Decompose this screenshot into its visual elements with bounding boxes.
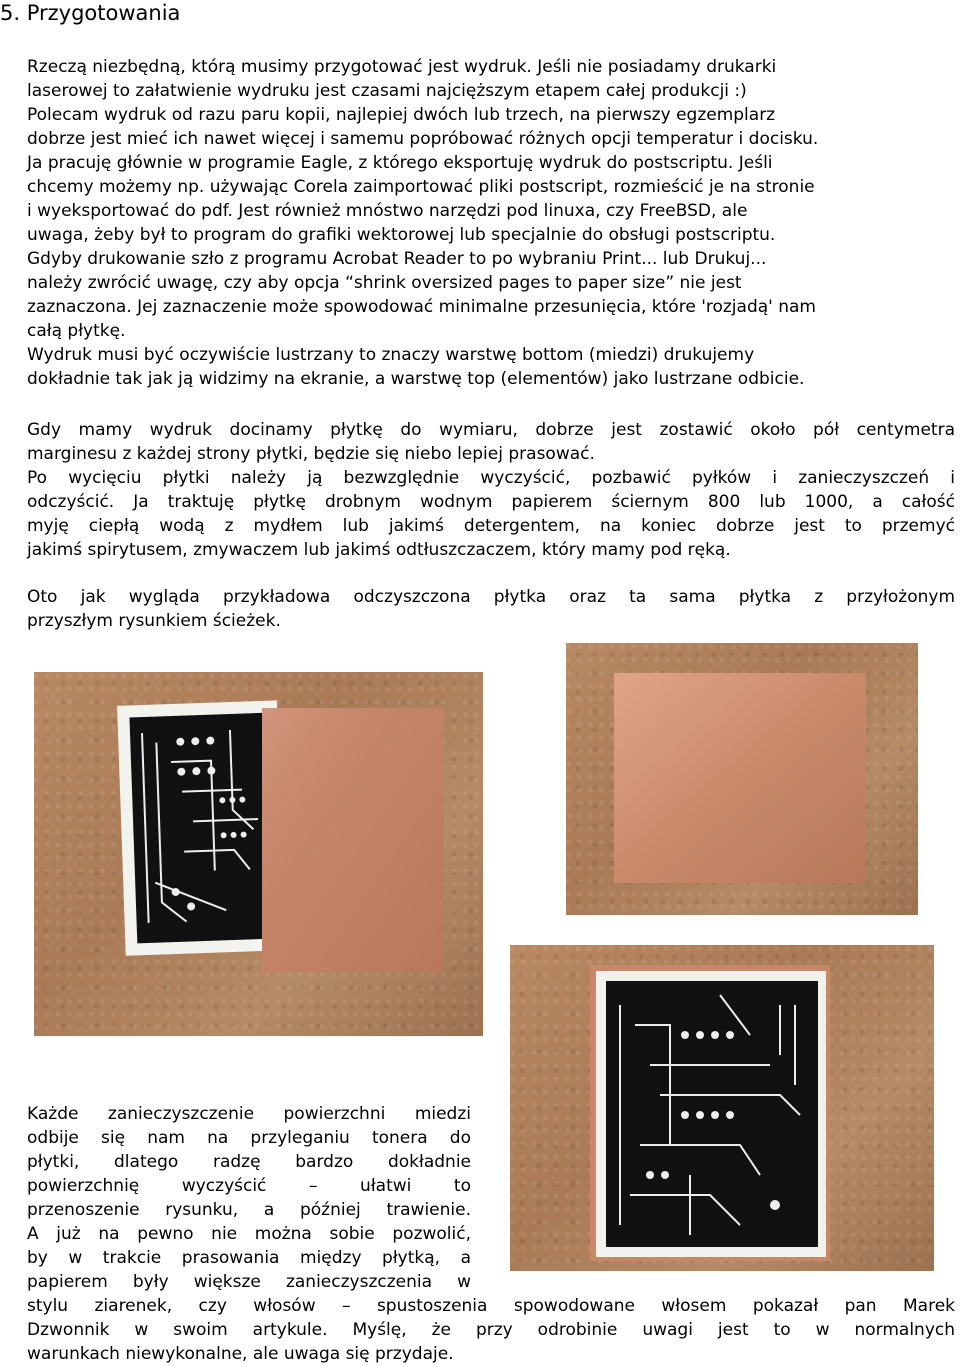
printout-and-copper-board-photo: [34, 672, 483, 1036]
text-line: Dzwonnik w swoim artykule. Myślę, że przy odrobinie uwagi jest to w normalnych: [27, 1320, 955, 1340]
text-line: myję ciepłą wodą z mydłem lub jakimś detergentem, na koniec dobrze jest to przemyć: [27, 516, 955, 536]
text-line: Wydruk musi być oczywiście lustrzany to znaczy warstwę bottom (miedzi) drukujemy: [27, 345, 755, 365]
text-line: Gdy mamy wydruk docinamy płytkę do wymiaru, dobrze jest zostawić około pół centymetra: [27, 420, 955, 440]
page-title: 5. Przygotowania: [0, 1, 181, 25]
paragraph-print-preparation: [27, 55, 937, 391]
text-line: uwaga, żeby był to program do grafiki wektorowej lub specjalnie do obsługi postscriptu.: [27, 225, 776, 245]
text-line: stylu ziarenek, czy włosów – spustoszenia spowodowane włosem pokazał pan Marek: [27, 1296, 955, 1316]
text-line: i wyeksportować do pdf. Jest również mnóstwo narzędzi pod linuxa, czy FreeBSD, ale: [27, 201, 748, 221]
text-line: Rzeczą niezbędną, którą musimy przygotować jest wydruk. Jeśli nie posiadamy drukarki: [27, 57, 777, 77]
text-line: chcemy możemy np. używając Corela zaimportować pliki postscript, rozmieścić je na stronie: [27, 177, 815, 197]
photo-drawing: [566, 643, 918, 915]
text-line: należy zwrócić uwagę, czy aby opcja “shrink oversized pages to paper size” nie jest: [27, 273, 742, 293]
text-line: Oto jak wygląda przykładowa odczyszczona płytka oraz ta sama płytka z przyłożonym: [27, 587, 955, 607]
text-line: Polecam wydruk od razu paru kopii, najlepiej dwóch lub trzech, na pierwszy egzemplarz: [27, 105, 776, 125]
paragraph-contamination-warning-continued: [27, 1294, 955, 1366]
text-line: przenoszenie rysunku, a później trawienie.: [27, 1200, 471, 1220]
text-line: całą płytkę.: [27, 321, 126, 341]
copper-board: [614, 673, 866, 883]
text-line: zaznaczona. Jej zaznaczenie może spowodować minimalne przesunięcia, które 'rozjadą' nam: [27, 297, 816, 317]
board-with-printout-photo: [510, 945, 934, 1271]
text-line: dokładnie tak jak ją widzimy na ekranie, a warstwę top (elementów) jako lustrzane odbicie.: [27, 369, 805, 389]
text-line: przyszłym rysunkiem ścieżek.: [27, 611, 281, 631]
clean-copper-board-photo: [566, 643, 918, 915]
text-line: Po wycięciu płytki należy ją bezwzględnie wyczyścić, pozbawić pyłków i zanieczyszczeń i: [27, 468, 955, 488]
text-line: Ja pracuję głównie w programie Eagle, z którego eksportuję wydruk do postscriptu. Jeśli: [27, 153, 773, 173]
text-line: warunkach niewykonalne, ale uwaga się przydaje.: [27, 1344, 454, 1364]
text-line: marginesu z każdej strony płytki, będzie się niebo lepiej prasować.: [27, 444, 595, 464]
paragraph-board-cleaning: [27, 418, 955, 562]
text-line: Każde zanieczyszczenie powierzchni miedzi: [27, 1104, 471, 1124]
text-line: by w trakcie prasowania między płytką, a: [27, 1248, 471, 1268]
paragraph-contamination-warning: [27, 1102, 471, 1294]
photo-drawing: [34, 672, 483, 1036]
text-line: papierem były większe zanieczyszczenia w: [27, 1272, 471, 1292]
paragraph-photo-intro: [27, 585, 955, 633]
text-line: płytki, dlatego radzę bardzo dokładnie: [27, 1152, 471, 1172]
text-line: jakimś spirytusem, zmywaczem lub jakimś odtłuszczaczem, który mamy pod ręką.: [27, 540, 731, 560]
text-line: Gdyby drukowanie szło z programu Acrobat Reader to po wybraniu Print... lub Drukuj...: [27, 249, 767, 269]
text-line: dobrze jest mieć ich nawet więcej i samemu popróbować różnych opcji temperatur i docisku.: [27, 129, 819, 149]
photo-drawing: [510, 945, 934, 1271]
text-line: laserowej to załatwienie wydruku jest czasami najcięższym etapem całej produkcji :): [27, 81, 747, 101]
text-line: odbije się nam na przyleganiu tonera do: [27, 1128, 471, 1148]
text-line: odczyścić. Ja traktuję płytkę drobnym wodnym papierem ściernym 800 lub 1000, a całość: [27, 492, 955, 512]
text-line: powierzchnię wyczyścić – ułatwi to: [27, 1176, 471, 1196]
text-line: A już na pewno nie można sobie pozwolić,: [27, 1224, 471, 1244]
